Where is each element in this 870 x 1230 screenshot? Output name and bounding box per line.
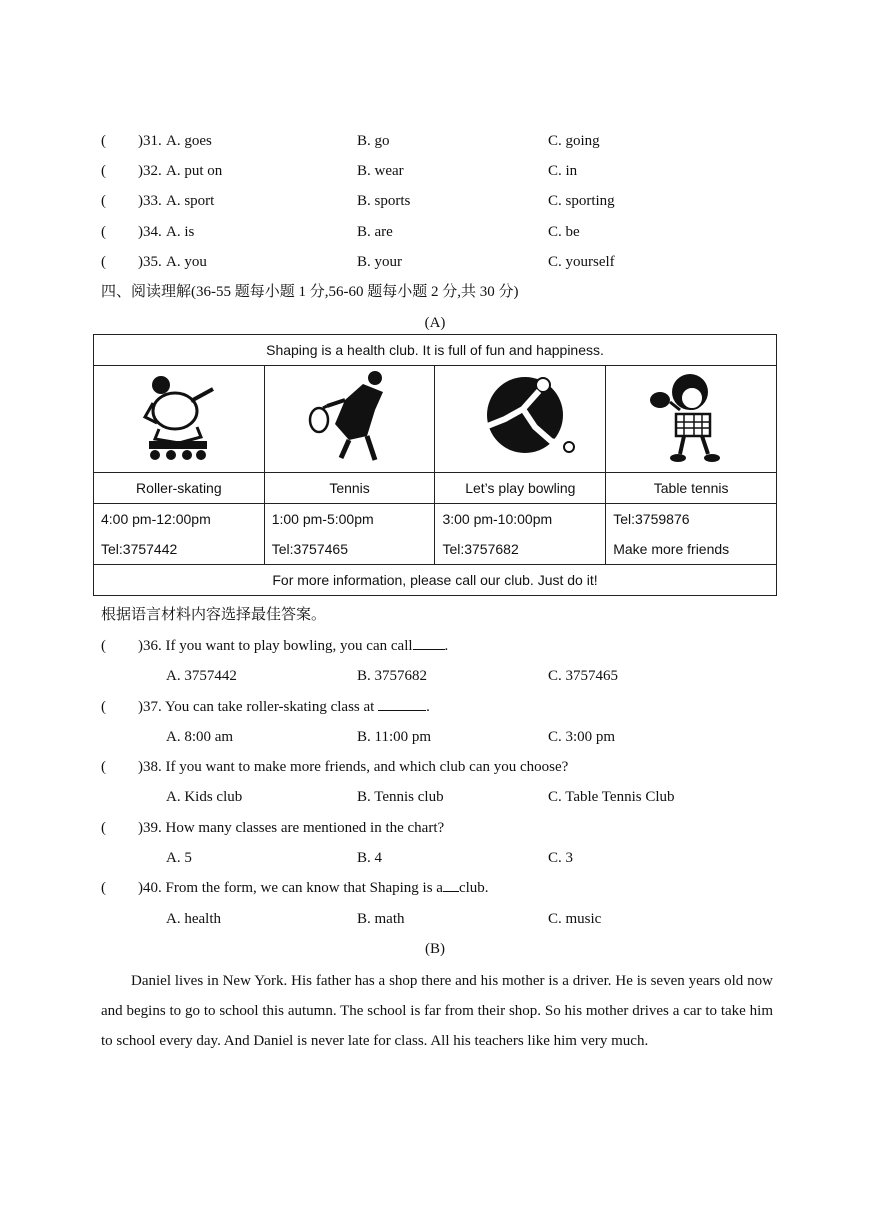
club-time: 3:00 pm-10:00pm xyxy=(442,511,553,527)
question-text: How many classes are mentioned in the chart? xyxy=(165,820,445,836)
question-text: If you want to make more friends, and which club can you choose? xyxy=(165,759,569,775)
answer-paren[interactable]: ( xyxy=(101,699,106,715)
option-b: B. 11:00 pm xyxy=(357,729,432,745)
question-number: )31. xyxy=(138,133,162,149)
club-name-bowling: Let’s play bowling xyxy=(435,473,606,504)
club-info-roller-skating xyxy=(94,504,265,565)
option-b: B. 3757682 xyxy=(357,668,428,684)
club-info-table-tennis xyxy=(606,504,777,565)
question-number: )34. xyxy=(138,224,162,240)
club-name-table-tennis: Table tennis xyxy=(606,473,777,504)
option-b: B. go xyxy=(357,133,390,149)
question-number: )40. From the form, we can know that Shaping is a club. xyxy=(138,877,489,899)
club-name-roller-skating: Roller-skating xyxy=(94,473,265,504)
option-b: B. Tennis club xyxy=(357,789,444,805)
club-time: 1:00 pm-5:00pm xyxy=(271,511,374,527)
bowler-icon xyxy=(435,366,606,473)
club-name-tennis: Tennis xyxy=(264,473,435,504)
roller-skater-icon xyxy=(94,366,265,473)
answer-blank[interactable] xyxy=(413,635,445,650)
option-c: C. in xyxy=(548,163,578,179)
answer-paren[interactable]: ( xyxy=(101,163,106,179)
question-number: )35. xyxy=(138,254,162,270)
question-number: )38. If you want to make more friends, and which club can you choose? xyxy=(138,759,569,775)
table-tennis-player-icon xyxy=(606,366,777,473)
club-info-bowling xyxy=(435,504,606,565)
answer-paren[interactable]: ( xyxy=(101,880,106,896)
option-c: C. music xyxy=(548,911,602,927)
option-a: A. 8:00 am xyxy=(166,729,234,745)
question-number: )32. xyxy=(138,163,162,179)
question-number: )37. You can take roller-skating class at . xyxy=(138,696,430,718)
club-phone: Tel:3757442 xyxy=(101,541,178,557)
option-a: A. 5 xyxy=(166,850,192,866)
club-time: 4:00 pm-12:00pm xyxy=(101,511,211,527)
passage-b: Daniel lives in New York. His father has a shop there and his mother is a driver. He is seven years old now and begins to go to school this autumn. The school is far from their shop. So his mother drives a car to take him to school every day. And Daniel is never late for class. All his teachers like him very much. xyxy=(101,973,773,1049)
option-c: C. sporting xyxy=(548,193,615,209)
club-phone: Tel:3757682 xyxy=(442,541,519,557)
club-table xyxy=(93,334,777,596)
part-a-label: (A) xyxy=(424,315,446,331)
option-c: C. 3 xyxy=(548,850,574,866)
answer-paren[interactable]: ( xyxy=(101,193,106,209)
option-c: C. be xyxy=(548,224,580,240)
table-header: Shaping is a health club. It is full of fun and happiness. xyxy=(94,335,777,366)
option-c: C. yourself xyxy=(548,254,615,270)
club-note: Make more friends xyxy=(613,541,730,557)
answer-paren[interactable]: ( xyxy=(101,638,106,654)
question-text: If you want to play bowling, you can call xyxy=(165,638,413,654)
option-b: B. are xyxy=(357,224,393,240)
part-b-label: (B) xyxy=(425,941,445,957)
option-a: A. put on xyxy=(166,163,223,179)
answer-paren[interactable]: ( xyxy=(101,820,106,836)
option-a: A. 3757442 xyxy=(166,668,237,684)
option-a: A. sport xyxy=(166,193,215,209)
option-c: C. 3757465 xyxy=(548,668,619,684)
club-phone: Tel:3759876 xyxy=(613,511,690,527)
answer-blank[interactable] xyxy=(443,877,459,892)
question-text: You can take roller-skating class at xyxy=(164,699,379,715)
answer-paren[interactable]: ( xyxy=(101,759,106,775)
question-text: From the form, we can know that Shaping is a xyxy=(165,880,443,896)
question-number: )33. xyxy=(138,193,162,209)
question-number: )36. If you want to play bowling, you can call . xyxy=(138,635,448,657)
club-phone: Tel:3757465 xyxy=(271,541,348,557)
option-c: C. 3:00 pm xyxy=(548,729,616,745)
option-a: A. you xyxy=(166,254,207,270)
option-a: A. Kids club xyxy=(166,789,243,805)
question-number: )39. How many classes are mentioned in the chart? xyxy=(138,820,445,836)
answer-paren[interactable]: ( xyxy=(101,224,106,240)
option-b: B. wear xyxy=(357,163,404,179)
option-b: B. your xyxy=(357,254,402,270)
option-a: A. health xyxy=(166,911,221,927)
option-b: B. math xyxy=(357,911,405,927)
option-a: A. goes xyxy=(166,133,212,149)
option-a: A. is xyxy=(166,224,195,240)
option-b: B. 4 xyxy=(357,850,383,866)
club-info-tennis xyxy=(264,504,435,565)
table-footer: For more information, please call our club. Just do it! xyxy=(94,565,777,596)
answer-blank[interactable] xyxy=(378,696,426,711)
answer-paren[interactable]: ( xyxy=(101,133,106,149)
tennis-player-icon xyxy=(264,366,435,473)
section-heading: 四、阅读理解(36-55 题每小题 1 分,56-60 题每小题 2 分,共 30 分) xyxy=(101,284,519,300)
option-b: B. sports xyxy=(357,193,411,209)
option-c: C. Table Tennis Club xyxy=(548,789,675,805)
answer-paren[interactable]: ( xyxy=(101,254,106,270)
option-c: C. going xyxy=(548,133,600,149)
instruction: 根据语言材料内容选择最佳答案。 xyxy=(101,607,327,623)
